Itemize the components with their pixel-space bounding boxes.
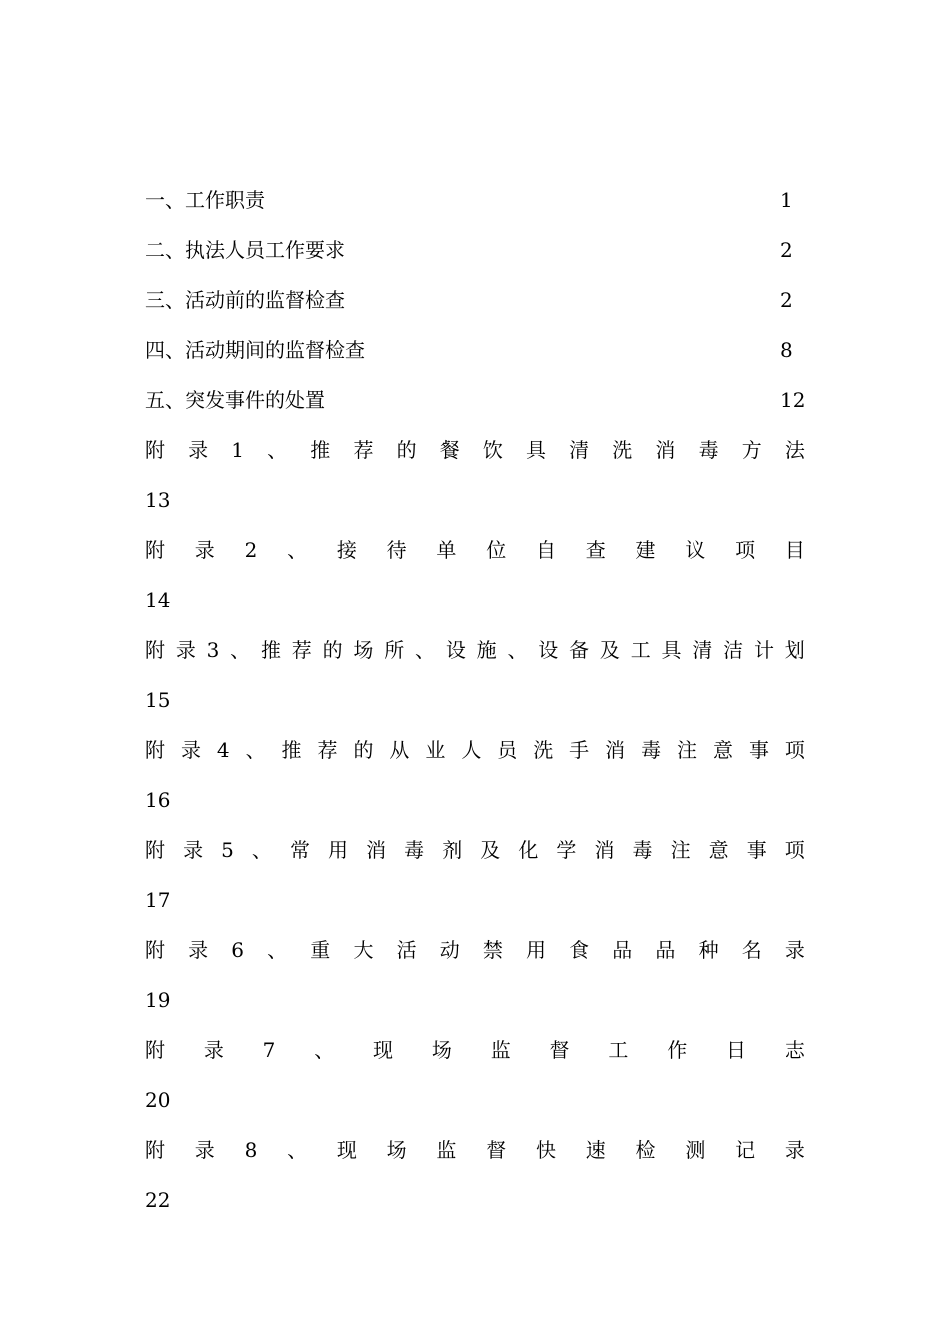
appendix-title-glyph: 附 [145,1038,165,1062]
appendix-title-glyph: 录 [180,738,201,762]
appendix-title-glyph: 、 [287,1138,308,1162]
appendix-title-glyph: 清 [569,438,590,462]
appendix-entry[interactable] [145,1129,805,1229]
appendix-title-glyph: 录 [203,1038,224,1062]
appendix-title-glyph: 附 [145,838,165,862]
appendix-title-glyph: 动 [439,938,460,962]
appendix-title-glyph: 5 [221,838,234,862]
appendix-title-glyph: 目 [784,538,805,562]
appendix-entry-page: 22 [145,1188,171,1212]
appendix-title-glyph: 2 [244,538,258,562]
appendix-title-glyph: 设 [445,638,466,662]
toc-entry-5[interactable] [145,379,805,429]
toc-entry-title: 五、突发事件的处置 [145,388,325,412]
appendix-title-glyph: 名 [741,938,762,962]
appendix-entry[interactable] [145,729,805,829]
appendix-title-glyph: 3 [206,638,220,662]
toc-entry-4[interactable] [145,329,805,379]
appendix-title-glyph: 洗 [612,438,633,462]
appendix-title-glyph: 荐 [291,638,312,662]
appendix-title-glyph: 消 [366,838,387,862]
toc-entry-3[interactable] [145,279,805,329]
appendix-title-glyph: 重 [310,938,331,962]
appendix-list [145,429,805,1229]
table-of-contents [145,179,805,1229]
appendix-title-glyph: 工 [608,1038,629,1062]
appendix-title-glyph: 4 [216,738,230,762]
appendix-title-glyph: 推 [260,638,281,662]
toc-entry-title: 四、活动期间的监督检查 [145,338,365,362]
toc-entry-page: 8 [780,338,793,362]
appendix-title-glyph: 人 [461,738,482,762]
appendix-title-glyph: 洗 [533,738,554,762]
appendix-title-glyph: 用 [526,938,546,962]
appendix-title-glyph: 记 [735,1138,756,1162]
appendix-title-glyph: 、 [415,638,436,662]
appendix-title-glyph: 录 [175,638,196,662]
appendix-entry[interactable] [145,1029,805,1129]
appendix-title-glyph: 录 [194,538,215,562]
appendix-title-glyph: 具 [526,438,546,462]
appendix-entry[interactable] [145,529,805,629]
appendix-title-glyph: 、 [314,1038,335,1062]
appendix-title-glyph: 事 [748,738,769,762]
appendix-entry-page: 15 [145,688,171,712]
toc-entry-page: 2 [780,238,793,262]
appendix-title-glyph: 饮 [482,438,503,462]
appendix-title-glyph: 消 [655,438,676,462]
appendix-title-glyph: 6 [231,938,245,962]
appendix-title-glyph: 手 [569,738,590,762]
appendix-title-glyph: 附 [145,538,165,562]
appendix-title-glyph: 用 [328,838,349,862]
appendix-title-glyph: 种 [698,938,719,962]
appendix-title-glyph: 检 [635,1138,656,1162]
appendix-title-glyph: 监 [436,1138,457,1162]
appendix-title-glyph: 禁 [482,938,503,962]
appendix-title-glyph: 设 [538,638,559,662]
appendix-entry-title [145,829,805,879]
appendix-title-glyph: 的 [353,738,374,762]
appendix-title-glyph: 项 [784,838,805,862]
appendix-title-glyph: 接 [336,538,357,562]
appendix-title-glyph: 查 [585,538,606,562]
toc-entry-title: 三、活动前的监督检查 [145,288,345,312]
appendix-title-glyph: 附 [145,1138,165,1162]
appendix-entry-title [145,529,805,579]
appendix-title-glyph: 单 [436,538,457,562]
appendix-entry-page: 17 [145,888,171,912]
appendix-entry[interactable] [145,829,805,929]
appendix-title-glyph: 员 [497,738,518,762]
appendix-title-glyph: 录 [188,438,209,462]
appendix-title-glyph: 项 [784,738,805,762]
appendix-entry[interactable] [145,629,805,729]
appendix-title-glyph: 场 [353,638,374,662]
appendix-title-glyph: 消 [594,838,615,862]
appendix-title-glyph: 待 [386,538,407,562]
appendix-title-glyph: 毒 [632,838,653,862]
appendix-title-glyph: 附 [145,638,165,662]
appendix-title-glyph: 议 [685,538,706,562]
appendix-title-glyph: 化 [518,838,539,862]
toc-entry-page: 2 [780,288,793,312]
appendix-title-glyph: 场 [431,1038,452,1062]
appendix-title-glyph: 常 [289,838,310,862]
appendix-title-glyph: 测 [685,1138,706,1162]
appendix-entry-title [145,629,805,679]
appendix-title-glyph: 志 [784,1038,805,1062]
toc-entry-1[interactable] [145,179,805,229]
appendix-title-glyph: 建 [635,538,656,562]
appendix-title-glyph: 督 [549,1038,570,1062]
toc-entry-title: 一、工作职责 [145,188,265,212]
appendix-title-glyph: 从 [389,738,410,762]
appendix-title-glyph: 具 [661,638,682,662]
toc-entry-2[interactable] [145,229,805,279]
appendix-title-glyph: 方 [741,438,762,462]
appendix-title-glyph: 施 [476,638,497,662]
appendix-title-glyph: 、 [245,738,266,762]
appendix-entry-page: 20 [145,1088,171,1112]
appendix-title-glyph: 食 [569,938,590,962]
appendix-entry-page: 16 [145,788,171,812]
appendix-title-glyph: 录 [784,938,805,962]
appendix-title-glyph: 品 [612,938,633,962]
appendix-title-glyph: 注 [670,838,691,862]
appendix-title-glyph: 计 [753,638,774,662]
appendix-title-glyph: 场 [386,1138,407,1162]
appendix-entry-page: 19 [145,988,171,1012]
appendix-title-glyph: 、 [267,938,288,962]
appendix-title-glyph: 、 [287,538,308,562]
appendix-title-glyph: 品 [655,938,676,962]
appendix-title-glyph: 作 [667,1038,688,1062]
appendix-title-glyph: 位 [486,538,507,562]
appendix-entry-title [145,729,805,779]
appendix-title-glyph: 工 [630,638,651,662]
appendix-title-glyph: 备 [569,638,590,662]
appendix-title-glyph: 毒 [698,438,719,462]
appendix-title-glyph: 的 [396,438,417,462]
appendix-title-glyph: 推 [310,438,331,462]
appendix-title-glyph: 、 [267,438,288,462]
appendix-entry-title [145,1129,805,1179]
appendix-title-glyph: 附 [145,438,165,462]
appendix-title-glyph: 、 [251,838,272,862]
appendix-title-glyph: 划 [784,638,805,662]
appendix-title-glyph: 业 [425,738,446,762]
appendix-entry-page: 14 [145,588,171,612]
appendix-title-glyph: 剂 [442,838,463,862]
appendix-title-glyph: 毒 [641,738,662,762]
appendix-title-glyph: 快 [535,1138,556,1162]
appendix-title-glyph: 附 [145,938,165,962]
appendix-title-glyph: 意 [712,738,733,762]
appendix-title-glyph: 附 [145,738,165,762]
appendix-title-glyph: 荐 [353,438,374,462]
appendix-title-glyph: 意 [708,838,729,862]
appendix-title-glyph: 、 [507,638,528,662]
appendix-title-glyph: 项 [735,538,756,562]
appendix-title-glyph: 的 [322,638,343,662]
appendix-title-glyph: 现 [373,1038,394,1062]
appendix-title-glyph: 清 [692,638,713,662]
appendix-title-glyph: 洁 [723,638,744,662]
appendix-title-glyph: 及 [599,638,620,662]
appendix-entry-page: 13 [145,488,171,512]
appendix-title-glyph: 及 [480,838,501,862]
toc-entry-page: 12 [780,388,806,412]
appendix-entry-title [145,929,805,979]
appendix-title-glyph: 自 [535,538,556,562]
appendix-entry-title [145,429,805,479]
appendix-title-glyph: 日 [726,1038,747,1062]
toc-entry-page: 1 [780,188,793,212]
appendix-title-glyph: 学 [556,838,577,862]
appendix-title-glyph: 8 [244,1138,258,1162]
appendix-title-glyph: 录 [188,938,209,962]
appendix-title-glyph: 法 [784,438,805,462]
appendix-title-glyph: 所 [384,638,405,662]
appendix-title-glyph: 推 [281,738,302,762]
appendix-title-glyph: 注 [677,738,698,762]
appendix-title-glyph: 录 [194,1138,215,1162]
appendix-entry[interactable] [145,429,805,529]
appendix-title-glyph: 荐 [317,738,338,762]
appendix-title-glyph: 录 [183,838,204,862]
appendix-title-glyph: 录 [784,1138,805,1162]
appendix-title-glyph: 速 [585,1138,606,1162]
appendix-title-glyph: 7 [262,1038,276,1062]
appendix-title-glyph: 监 [490,1038,511,1062]
appendix-title-glyph: 事 [746,838,767,862]
appendix-title-glyph: 毒 [404,838,425,862]
appendix-title-glyph: 消 [605,738,626,762]
appendix-title-glyph: 督 [486,1138,507,1162]
appendix-title-glyph: 现 [336,1138,357,1162]
appendix-title-glyph: 1 [231,438,245,462]
toc-entry-title: 二、执法人员工作要求 [145,238,345,262]
appendix-title-glyph: 餐 [439,438,460,462]
appendix-title-glyph: 大 [353,938,374,962]
appendix-entry[interactable] [145,929,805,1029]
appendix-entry-title [145,1029,805,1079]
appendix-title-glyph: 活 [396,938,417,962]
appendix-title-glyph: 、 [230,638,251,662]
